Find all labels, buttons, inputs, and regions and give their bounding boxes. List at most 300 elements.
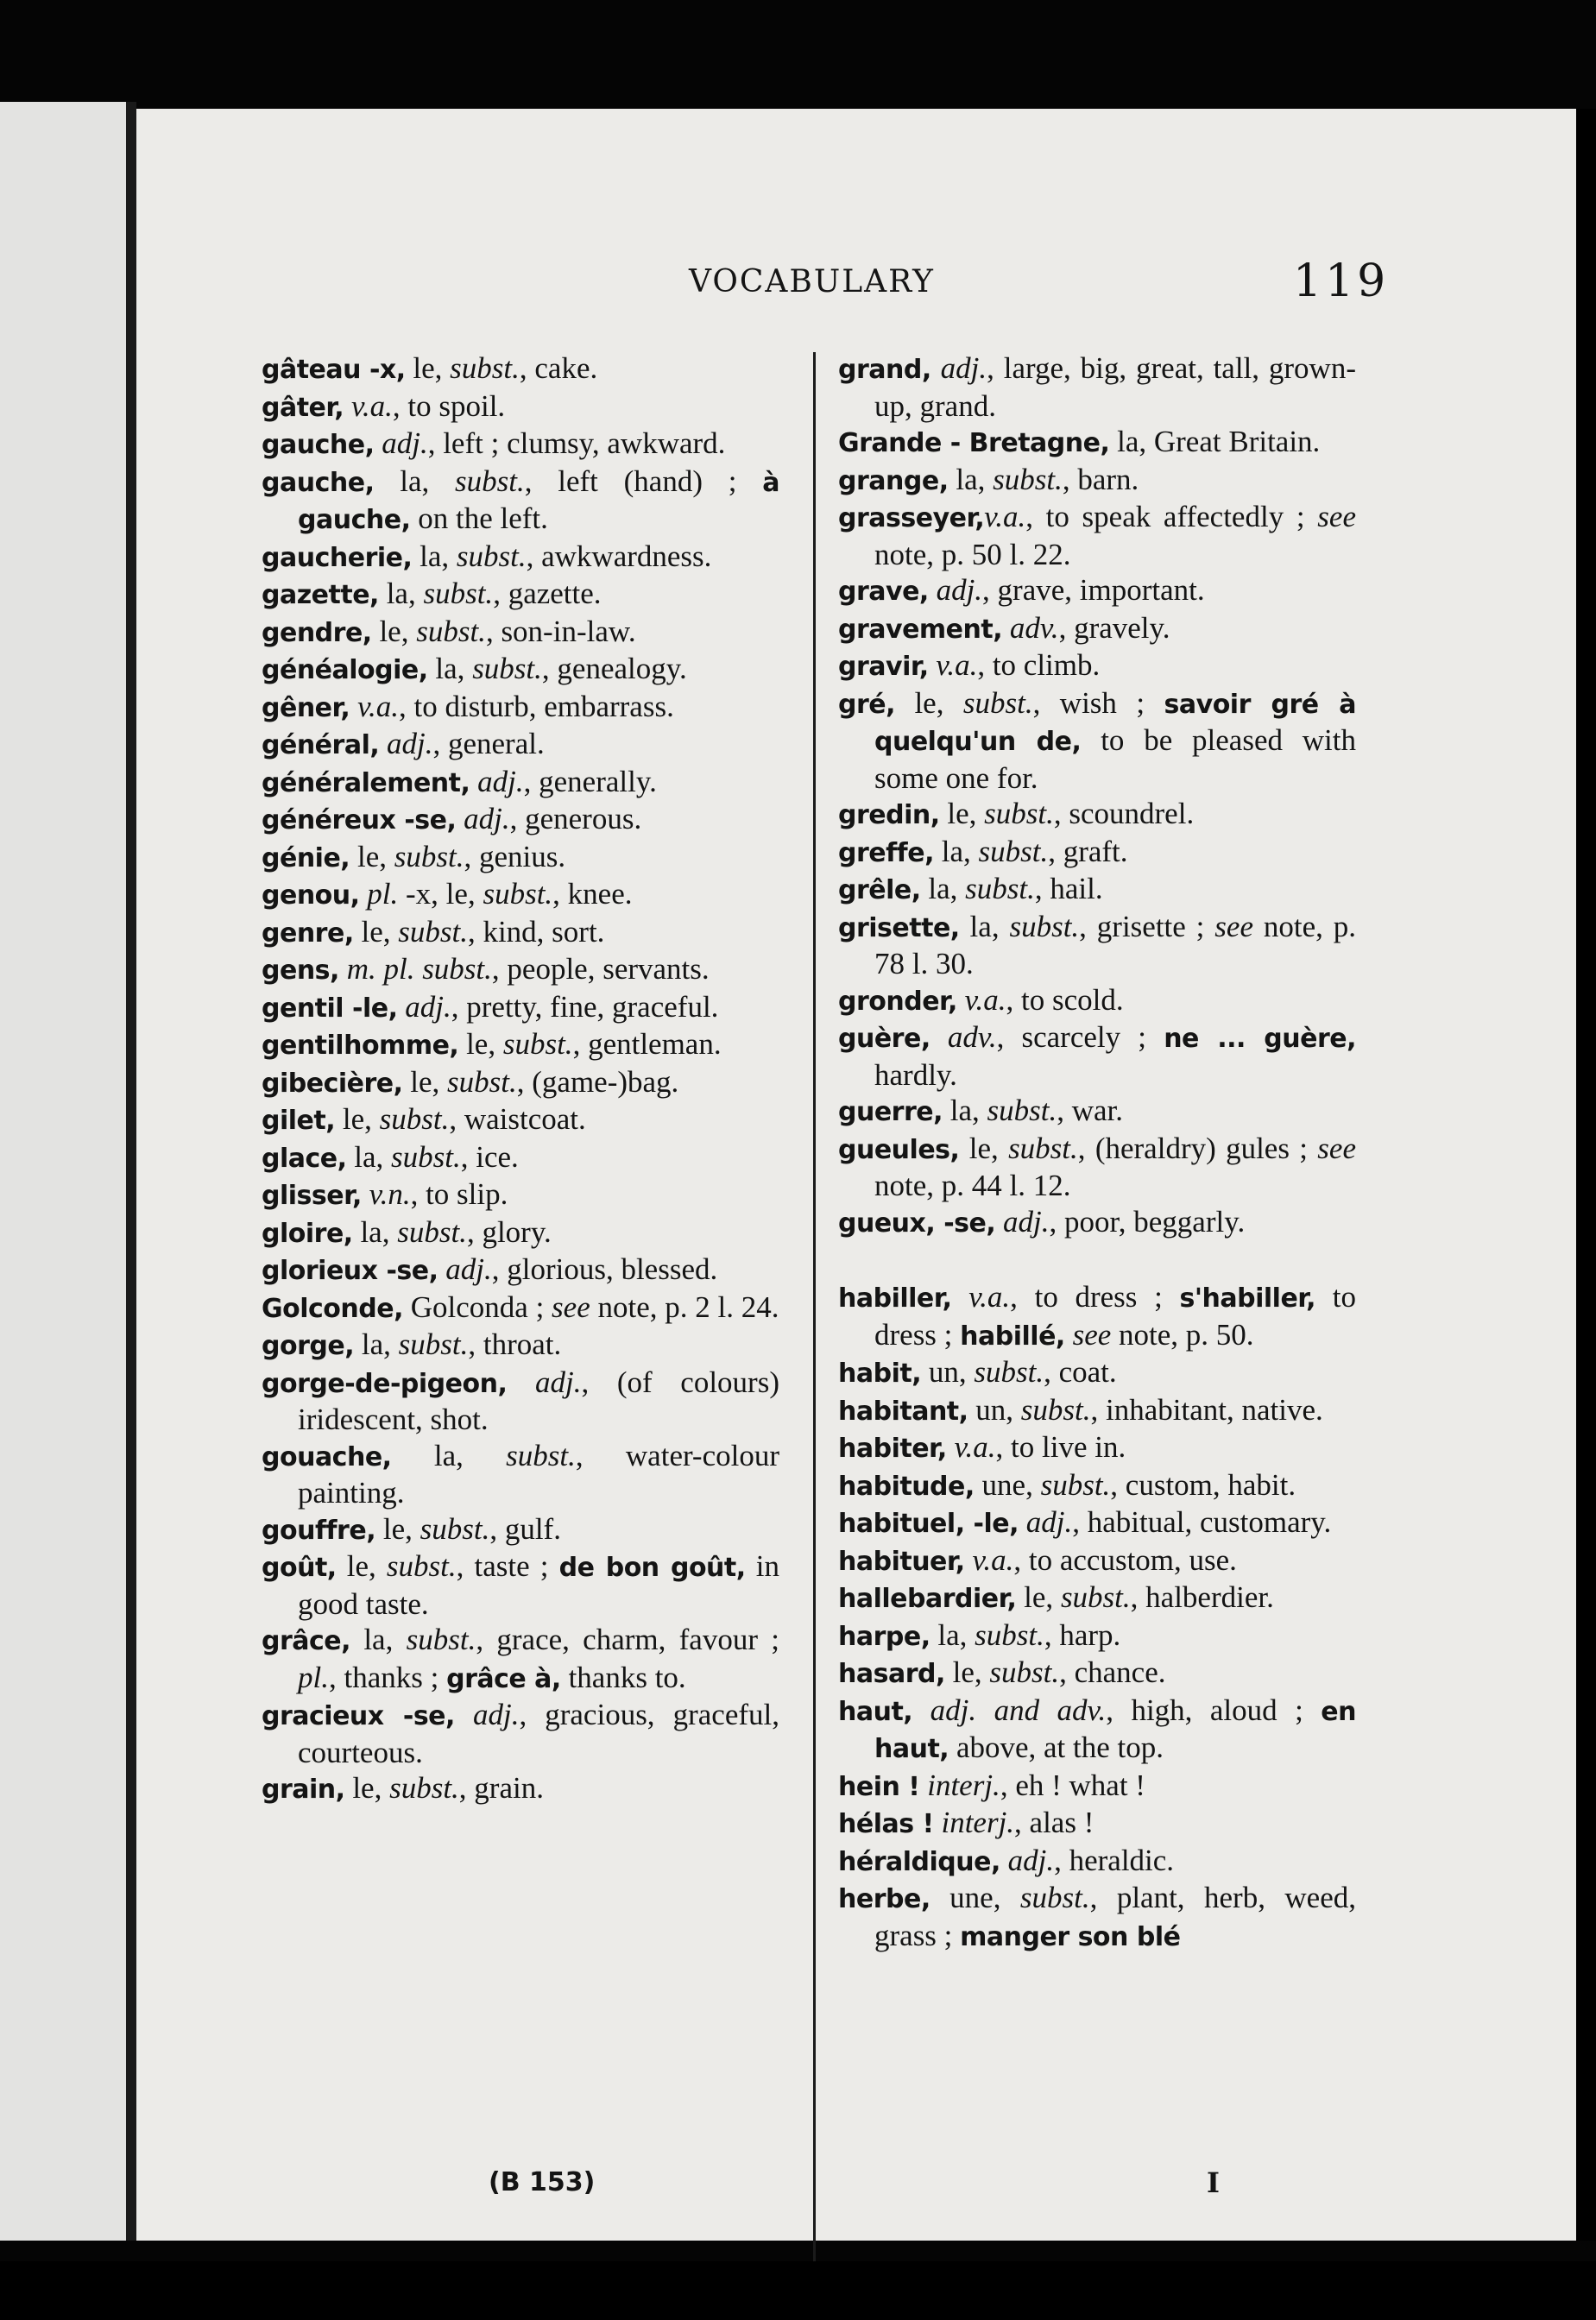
- entry-grammar: subst.: [379, 1102, 450, 1136]
- entry-grammar: subst.: [978, 834, 1049, 868]
- dictionary-entry: [838, 685, 1356, 797]
- entry-text: , to scold.: [1006, 982, 1124, 1017]
- entry-grammar: subst.: [1040, 1467, 1111, 1502]
- entry-text: , thanks ;: [328, 1660, 447, 1694]
- entry-text: la,: [427, 652, 473, 685]
- entry-grammar: subst.: [984, 797, 1054, 830]
- dictionary-entry: [262, 463, 779, 539]
- entry-text: , grisette ;: [1079, 909, 1215, 943]
- dictionary-entry: [262, 388, 779, 426]
- entry-text: note, p. 2 l. 24.: [590, 1289, 779, 1324]
- entry-text: , (game-)bag.: [516, 1064, 679, 1099]
- entry-headword: gorge-de-pigeon,: [262, 1368, 508, 1399]
- entry-headword: gravir,: [838, 652, 929, 682]
- dictionary-entry: [838, 1504, 1356, 1542]
- dictionary-entry: [838, 610, 1356, 648]
- entry-grammar: v.a.: [984, 500, 1026, 533]
- dictionary-entry: [838, 1880, 1356, 1955]
- entry-grammar: subst.: [398, 914, 468, 949]
- entry-text: , pretty, fine, graceful.: [451, 989, 719, 1024]
- entry-grammar: subst.: [965, 872, 1035, 905]
- entry-text: [379, 727, 387, 760]
- entry-headword: grain,: [262, 1775, 345, 1805]
- entry-headword: hein !: [838, 1771, 920, 1802]
- entry-headword: gentil -le,: [262, 993, 398, 1024]
- entry-grammar: subst.: [406, 1623, 476, 1656]
- dictionary-entry: [838, 1805, 1356, 1843]
- entry-text: , genius.: [464, 839, 566, 873]
- entry-text: le,: [959, 1131, 1009, 1165]
- entry-text: une,: [974, 1467, 1041, 1502]
- entry-text: [1065, 1318, 1073, 1352]
- entry-phrase: en haut,: [874, 1696, 1356, 1764]
- entry-text: le,: [405, 351, 451, 385]
- entry-grammar: subst.: [398, 1327, 469, 1361]
- entry-headword: gâter,: [262, 392, 344, 423]
- entry-grammar: subst.: [1009, 909, 1080, 943]
- entry-text: , waistcoat.: [449, 1102, 586, 1136]
- entry-text: [957, 983, 965, 1017]
- printer-signature: (B 153): [489, 2167, 596, 2197]
- entry-text: , grain.: [458, 1771, 544, 1805]
- entry-text: la,: [352, 1214, 398, 1249]
- entry-grammar: v.a.: [936, 648, 978, 682]
- entry-grammar: subst.: [1060, 1580, 1131, 1614]
- dictionary-entry: [838, 1354, 1356, 1392]
- dictionary-entry: [262, 350, 779, 388]
- entry-headword: généreux -se,: [262, 805, 457, 835]
- entry-grammar: v.a.: [972, 1542, 1014, 1577]
- entry-grammar: adj. and adv.: [930, 1693, 1107, 1727]
- entry-headword: glorieux -se,: [262, 1256, 438, 1286]
- entry-text: la,: [920, 872, 966, 905]
- dictionary-entry: [838, 572, 1356, 610]
- entry-grammar: adj.: [1007, 1843, 1055, 1877]
- dictionary-entry: [262, 1101, 779, 1139]
- page-number: 119: [1293, 255, 1390, 307]
- dictionary-entry: [838, 834, 1356, 872]
- entry-text: la,: [374, 463, 456, 498]
- entry-text: , to dress ;: [1010, 1280, 1180, 1314]
- entry-text: le,: [336, 1549, 387, 1583]
- entry-text: , water-colour painting.: [298, 1438, 779, 1510]
- entry-text: , gulf.: [489, 1511, 561, 1546]
- entry-grammar: subst.: [974, 1355, 1044, 1389]
- entry-headword: habituer,: [838, 1546, 965, 1577]
- entry-grammar: adj.: [445, 1252, 492, 1286]
- entry-text: , grace, charm, favour ;: [476, 1623, 779, 1656]
- book-page: [136, 109, 1576, 2241]
- entry-text: , chance.: [1059, 1655, 1166, 1689]
- entry-headword: gronder,: [838, 986, 957, 1017]
- entry-headword: généralement,: [262, 767, 470, 798]
- entry-grammar: subst.: [1019, 1881, 1090, 1914]
- entry-text: [912, 1693, 930, 1727]
- entry-text: un,: [921, 1355, 975, 1389]
- dictionary-entry: [262, 1026, 779, 1064]
- entry-headword: goût,: [262, 1553, 337, 1583]
- entry-text: la,: [959, 909, 1010, 943]
- entry-text: , to climb.: [977, 648, 1101, 682]
- entry-grammar: subst.: [506, 1438, 576, 1472]
- entry-grammar: subst.: [394, 839, 464, 873]
- entry-text: , people, servants.: [491, 952, 710, 986]
- entry-text: , eh ! what !: [1000, 1768, 1145, 1802]
- entry-text: , scoundrel.: [1053, 797, 1195, 830]
- dictionary-entry: [262, 764, 779, 802]
- entry-text: to be pleased with some one for.: [874, 723, 1357, 795]
- entry-text: le,: [895, 685, 963, 720]
- dictionary-entry: [838, 1693, 1356, 1768]
- entry-grammar: subst.: [420, 1511, 490, 1546]
- section-gap: [838, 1241, 1356, 1279]
- entry-text: la,: [354, 1327, 399, 1361]
- entry-headword: gredin,: [838, 800, 940, 830]
- entry-phrase: s'habiller,: [1179, 1283, 1316, 1314]
- entry-grammar: adj.: [535, 1365, 582, 1399]
- entry-text: [929, 573, 937, 607]
- entry-text: -x, le,: [398, 877, 483, 911]
- entry-text: above, at the top.: [949, 1731, 1164, 1764]
- dictionary-entry: [262, 876, 779, 914]
- entry-phrase: à gauche,: [298, 467, 779, 535]
- entry-text: , alas !: [1014, 1806, 1094, 1839]
- dictionary-entry: [262, 989, 779, 1027]
- dictionary-entry: [262, 1770, 779, 1808]
- entry-text: la,: [391, 1438, 507, 1472]
- dictionary-entry: [262, 614, 779, 652]
- entry-text: note, p. 50.: [1111, 1317, 1254, 1352]
- entry-text: , hail.: [1034, 872, 1103, 905]
- entry-headword: gloire,: [262, 1218, 353, 1249]
- entry-grammar: subst.: [391, 1139, 461, 1174]
- entry-grammar: subst.: [987, 1094, 1057, 1127]
- entry-text: , to slip.: [410, 1177, 508, 1211]
- entry-headword: gouache,: [262, 1441, 392, 1472]
- dictionary-entry: [262, 1622, 779, 1697]
- entry-text: , son-in-law.: [485, 614, 636, 648]
- entry-headword: gazette,: [262, 580, 379, 610]
- dictionary-entry: [838, 1279, 1356, 1354]
- entry-text: , war.: [1057, 1094, 1124, 1127]
- entry-headword: hasard,: [838, 1659, 945, 1689]
- entry-text: , inhabitant, native.: [1090, 1392, 1323, 1427]
- dictionary-entry: [262, 801, 779, 839]
- entry-text: la,: [948, 462, 994, 496]
- dictionary-entry: [262, 951, 779, 989]
- entry-headword: grisette,: [838, 912, 960, 943]
- entry-headword: haut,: [838, 1696, 913, 1727]
- dictionary-entry: [262, 1511, 779, 1549]
- entry-grammar: see: [1072, 1317, 1112, 1352]
- entry-grammar: subst.: [1008, 1131, 1078, 1165]
- dictionary-entry: [262, 689, 779, 727]
- entry-text: , generally.: [523, 764, 657, 798]
- scan-edge-bottom: [0, 2261, 1596, 2320]
- dictionary-entry: [838, 1019, 1356, 1093]
- entry-grammar: subst.: [1020, 1392, 1091, 1427]
- dictionary-entry: [262, 1176, 779, 1214]
- entry-headword: guère,: [838, 1024, 930, 1054]
- running-head: VOCABULARY: [689, 264, 935, 299]
- entry-text: , to disturb, embarrass.: [399, 689, 674, 723]
- entry-text: , heraldic.: [1054, 1843, 1175, 1877]
- entry-headword: guerre,: [838, 1097, 943, 1127]
- entry-grammar: v.a.: [357, 689, 399, 723]
- entry-headword: habit,: [838, 1359, 922, 1389]
- entry-grammar: subst.: [447, 1064, 517, 1099]
- dictionary-entry: [838, 1617, 1356, 1655]
- entry-text: la,: [350, 1623, 407, 1656]
- entry-text: [350, 690, 357, 723]
- entry-text: la,: [933, 834, 979, 868]
- entry-grammar: subst.: [962, 685, 1033, 720]
- entry-text: , high, aloud ;: [1106, 1693, 1322, 1727]
- entry-text: , taste ;: [456, 1549, 559, 1583]
- entry-text: , left (hand) ;: [524, 463, 763, 498]
- entry-headword: grâce,: [262, 1626, 351, 1656]
- dictionary-entry: [262, 1289, 779, 1327]
- entry-text: , left ; clumsy, awkward.: [427, 426, 726, 460]
- entry-grammar: adj.: [405, 989, 451, 1024]
- entry-text: Golconda ;: [403, 1289, 552, 1324]
- entry-grammar: adj.: [1003, 1204, 1050, 1239]
- entry-text: [339, 952, 347, 986]
- entry-headword: grêle,: [838, 875, 921, 905]
- entry-grammar: subst.: [397, 1214, 467, 1249]
- entry-text: note, p. 78 l. 30.: [874, 909, 1357, 980]
- entry-text: le,: [371, 614, 417, 648]
- entry-text: , glorious, blessed.: [491, 1252, 718, 1286]
- entry-text: [455, 1698, 473, 1731]
- gathering-letter: I: [1207, 2166, 1220, 2199]
- scan-edge-right: [1576, 109, 1596, 2241]
- entry-text: [438, 1252, 446, 1286]
- entry-grammar: v.a.: [968, 1280, 1011, 1314]
- dictionary-entry: [838, 1204, 1356, 1242]
- dictionary-entry: [262, 1214, 779, 1252]
- entry-grammar: subst.: [472, 652, 542, 685]
- entry-text: [398, 990, 406, 1024]
- entry-text: le,: [375, 1511, 420, 1546]
- entry-text: , coat.: [1044, 1355, 1117, 1389]
- entry-text: le,: [344, 1771, 390, 1805]
- entry-grammar: adj.: [1025, 1505, 1073, 1539]
- dictionary-entry: [838, 462, 1356, 500]
- dictionary-entry: [262, 839, 779, 877]
- entry-phrase: grâce à,: [446, 1663, 561, 1694]
- entry-text: , large, big, great, tall, grown-up, grand.: [874, 351, 1356, 423]
- dictionary-entry: [262, 726, 779, 764]
- entry-text: [952, 1280, 969, 1314]
- entry-text: [931, 351, 941, 385]
- dictionary-entry: [838, 1131, 1356, 1204]
- entry-headword: général,: [262, 730, 380, 760]
- entry-headword: genre,: [262, 917, 354, 949]
- entry-headword: glisser,: [262, 1181, 362, 1211]
- dictionary-entry: [262, 1438, 779, 1511]
- dictionary-entry: [838, 796, 1356, 834]
- entry-grammar: v.n.: [369, 1177, 411, 1211]
- entry-grammar: see: [1317, 1131, 1356, 1165]
- dictionary-entry: [838, 1579, 1356, 1617]
- entry-phrase: habillé,: [960, 1321, 1065, 1352]
- entry-headword: habitant,: [838, 1396, 968, 1427]
- entry-headword: gauche,: [262, 430, 375, 460]
- entry-text: la,: [412, 539, 457, 573]
- entry-phrase: savoir gré à quelqu'un de,: [874, 689, 1356, 757]
- entry-text: , cake.: [519, 351, 598, 385]
- entry-text: , gravely.: [1058, 610, 1170, 645]
- entry-text: , kind, sort.: [467, 914, 605, 949]
- entry-text: , genealogy.: [541, 652, 687, 685]
- entry-grammar: subst.: [975, 1617, 1044, 1652]
- entry-phrase: de bon goût,: [558, 1553, 746, 1583]
- entry-text: [1000, 1844, 1008, 1877]
- entry-text: , graft.: [1048, 834, 1128, 868]
- entry-grammar: subst.: [989, 1655, 1060, 1689]
- entry-text: la,: [378, 577, 424, 610]
- entry-text: thanks to.: [560, 1660, 686, 1694]
- dictionary-entry: [838, 499, 1356, 572]
- dictionary-entry: [262, 576, 779, 614]
- entry-text: , harp.: [1044, 1617, 1121, 1652]
- entry-grammar: adj.: [472, 1698, 520, 1731]
- entry-grammar: v.a.: [954, 1430, 996, 1464]
- entry-headword: grasseyer,: [838, 503, 985, 533]
- entry-text: , generous.: [509, 802, 642, 835]
- entry-headword: harpe,: [838, 1621, 930, 1652]
- entry-headword: gueules,: [838, 1134, 960, 1165]
- entry-headword: greffe,: [838, 837, 934, 868]
- entry-text: note, p. 50 l. 22.: [874, 537, 1071, 571]
- entry-text: [947, 1430, 955, 1464]
- entry-text: [1019, 1505, 1026, 1539]
- entry-text: [919, 1768, 927, 1802]
- entry-headword: gens,: [262, 955, 339, 986]
- entry-headword: génie,: [262, 842, 350, 873]
- entry-headword: gorge,: [262, 1331, 355, 1361]
- entry-text: , grave, important.: [982, 573, 1205, 607]
- entry-headword: gibecière,: [262, 1068, 403, 1099]
- entry-headword: gilet,: [262, 1106, 336, 1136]
- entry-headword: héraldique,: [838, 1846, 1000, 1877]
- entry-headword: généalogie,: [262, 655, 428, 685]
- entry-grammar: m. pl. subst.: [346, 952, 492, 986]
- entry-text: , knee.: [552, 877, 633, 911]
- entry-grammar: pl.: [298, 1660, 329, 1694]
- entry-grammar: subst.: [416, 614, 486, 648]
- entry-text: [374, 426, 382, 460]
- dictionary-entry: [838, 1429, 1356, 1467]
- entry-text: , (of colours) iridescent, shot.: [298, 1365, 779, 1436]
- entry-headword: hallebardier,: [838, 1584, 1017, 1614]
- entry-grammar: subst.: [450, 351, 520, 385]
- dictionary-entry: [262, 426, 779, 463]
- entry-headword: habiter,: [838, 1434, 947, 1464]
- entry-text: hardly.: [874, 1057, 957, 1092]
- entry-grammar: adj.: [936, 573, 983, 607]
- dictionary-entry: [838, 909, 1356, 982]
- dictionary-entry: [838, 350, 1356, 424]
- dictionary-entry: [838, 1768, 1356, 1806]
- entry-grammar: subst.: [455, 463, 525, 498]
- entry-headword: hélas !: [838, 1809, 934, 1839]
- entry-phrase: ne ... guère,: [1164, 1024, 1357, 1054]
- entry-text: , plant, herb, weed, grass ;: [874, 1881, 1356, 1952]
- entry-text: , ice.: [460, 1139, 519, 1174]
- entry-headword: Grande - Bretagne,: [838, 428, 1110, 458]
- entry-headword: habiller,: [838, 1283, 952, 1314]
- entry-text: , throat.: [468, 1327, 562, 1361]
- entry-text: , barn.: [1062, 462, 1139, 496]
- entry-text: , halberdier.: [1130, 1580, 1274, 1614]
- facing-page-edge: [0, 102, 126, 2241]
- entry-phrase: manger son blé: [960, 1921, 1181, 1952]
- entry-text: la,: [346, 1139, 392, 1174]
- entry-grammar: subst.: [502, 1027, 573, 1061]
- dictionary-entry: [262, 1064, 779, 1102]
- dictionary-entry: [838, 1843, 1356, 1881]
- dictionary-entry: [262, 651, 779, 689]
- entry-text: [1002, 611, 1010, 645]
- column-rule: [813, 352, 816, 2273]
- entry-text: la,: [943, 1094, 987, 1127]
- entry-grammar: adv.: [1009, 610, 1059, 645]
- entry-grammar: subst.: [483, 877, 553, 911]
- entry-text: in good taste.: [298, 1549, 779, 1621]
- dictionary-entry: [262, 539, 779, 577]
- entry-text: , to accustom, use.: [1013, 1542, 1237, 1577]
- entry-headword: gêner,: [262, 692, 350, 723]
- entry-text: [360, 877, 368, 911]
- entry-grammar: subst.: [456, 539, 527, 573]
- entry-grammar: subst.: [389, 1771, 459, 1805]
- entry-text: [995, 1205, 1003, 1239]
- entry-text: le,: [1016, 1580, 1061, 1614]
- entry-text: [456, 802, 464, 835]
- entry-headword: gré,: [838, 689, 896, 720]
- entry-headword: gâteau -x,: [262, 355, 406, 385]
- entry-headword: habituel, -le,: [838, 1509, 1019, 1539]
- entry-text: , (heraldry) gules ;: [1077, 1131, 1318, 1165]
- dictionary-entry: [262, 1365, 779, 1438]
- dictionary-entry: [838, 1467, 1356, 1505]
- dictionary-entry: [262, 1251, 779, 1289]
- entry-text: , gazette.: [493, 577, 602, 610]
- entry-text: un,: [968, 1392, 1021, 1427]
- right-column: [838, 350, 1356, 1955]
- entry-grammar: v.a.: [350, 388, 393, 423]
- entry-headword: genou,: [262, 880, 360, 911]
- left-column: [262, 350, 779, 1808]
- entry-headword: glace,: [262, 1143, 347, 1174]
- dictionary-entry: [262, 914, 779, 952]
- entry-grammar: adj.: [382, 426, 428, 460]
- entry-headword: Golconde,: [262, 1293, 403, 1324]
- dictionary-entry: [838, 1392, 1356, 1430]
- gutter-shadow: [126, 102, 136, 2241]
- entry-text: , to speak affectedly ;: [1025, 500, 1318, 533]
- entry-text: le,: [458, 1027, 503, 1061]
- entry-text: , habitual, customary.: [1072, 1505, 1332, 1539]
- dictionary-entry: [262, 1327, 779, 1365]
- dictionary-entry: [262, 1139, 779, 1177]
- entry-headword: grave,: [838, 577, 929, 607]
- entry-headword: gauche,: [262, 467, 375, 498]
- entry-text: [930, 1020, 948, 1054]
- entry-grammar: v.a.: [964, 982, 1006, 1017]
